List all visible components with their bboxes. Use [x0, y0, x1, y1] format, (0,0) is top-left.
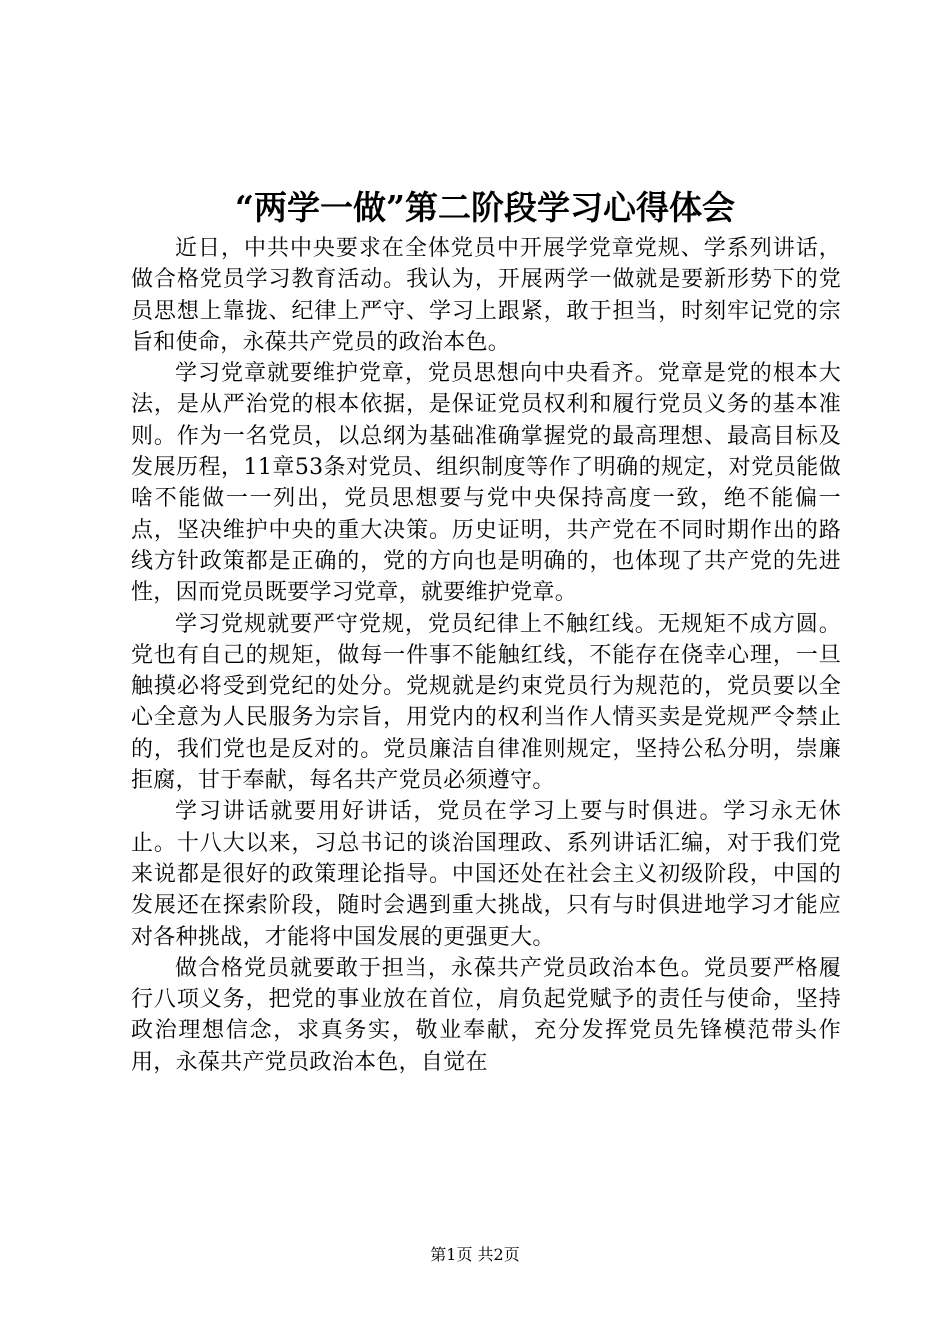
paragraph-party-constitution: 学习党章就要维护党章，党员思想向中央看齐。党章是党的根本大法，是从严治党的根本依据，是保证党员权利和履行党员义务的基本准则。作为一名党员，以总纲为基础准确掌握党的最高理想、最高目标及发展历程，11章53条对党员、组织制度等作了明确的规定，对党员能做啥不能做一一列出，党员思想要与党中央保持高度一致，绝不能偏一点，坚决维护中央的重大决策。历史证明，共产党在不同时期作出的路线方针政策都是正确的，党的方向也是明确的，也体现了共产党的先进性，因而党员既要学习党章，就要维护党章。 [131, 361, 841, 606]
document-body [131, 233, 841, 1078]
paragraph-speeches: 学习讲话就要用好讲话，党员在学习上要与时俱进。学习永无休止。十八大以来，习总书记的谈治国理政、系列讲话汇编，对于我们党来说都是很好的政策理论指导。中国还处在社会主义初级阶段，中国的发展还在探索阶段，随时会遇到重大挑战，只有与时俱进地学习才能应对各种挑战，才能将中国发展的更强更大。 [131, 799, 841, 950]
paragraph-party-rules: 学习党规就要严守党规，党员纪律上不触红线。无规矩不成方圆。党也有自己的规矩，做每一件事不能触红线，不能存在侥幸心理，一旦触摸必将受到党纪的处分。党规就是约束党员行为规范的，党员要以全心全意为人民服务为宗旨，用党内的权利当作人情买卖是党规严令禁止的，我们党也是反对的。党员廉洁自律准则规定，坚持公私分明，崇廉拒腐，甘于奉献，每名共产党员必须遵守。 [131, 611, 841, 794]
paragraph-intro: 近日，中共中央要求在全体党员中开展学党章党规、学系列讲话，做合格党员学习教育活动。我认为，开展两学一做就是要新形势下的党员思想上靠拢、纪律上严守、学习上跟紧，敢于担当，时刻牢记党的宗旨和使命，永葆共产党员的政治本色。 [131, 236, 841, 355]
document-title: “两学一做”第二阶段学习心得体会 [235, 188, 735, 227]
paragraph-qualified-member: 做合格党员就要敢于担当，永葆共产党员政治本色。党员要严格履行八项义务，把党的事业放在首位，肩负起党赋予的责任与使命，坚持政治理想信念，求真务实，敬业奉献，充分发挥党员先锋模范带头作用，永葆共产党员政治本色，自觉在 [131, 955, 841, 1075]
page-number-footer: 第1页 共2页 [430, 1245, 520, 1264]
